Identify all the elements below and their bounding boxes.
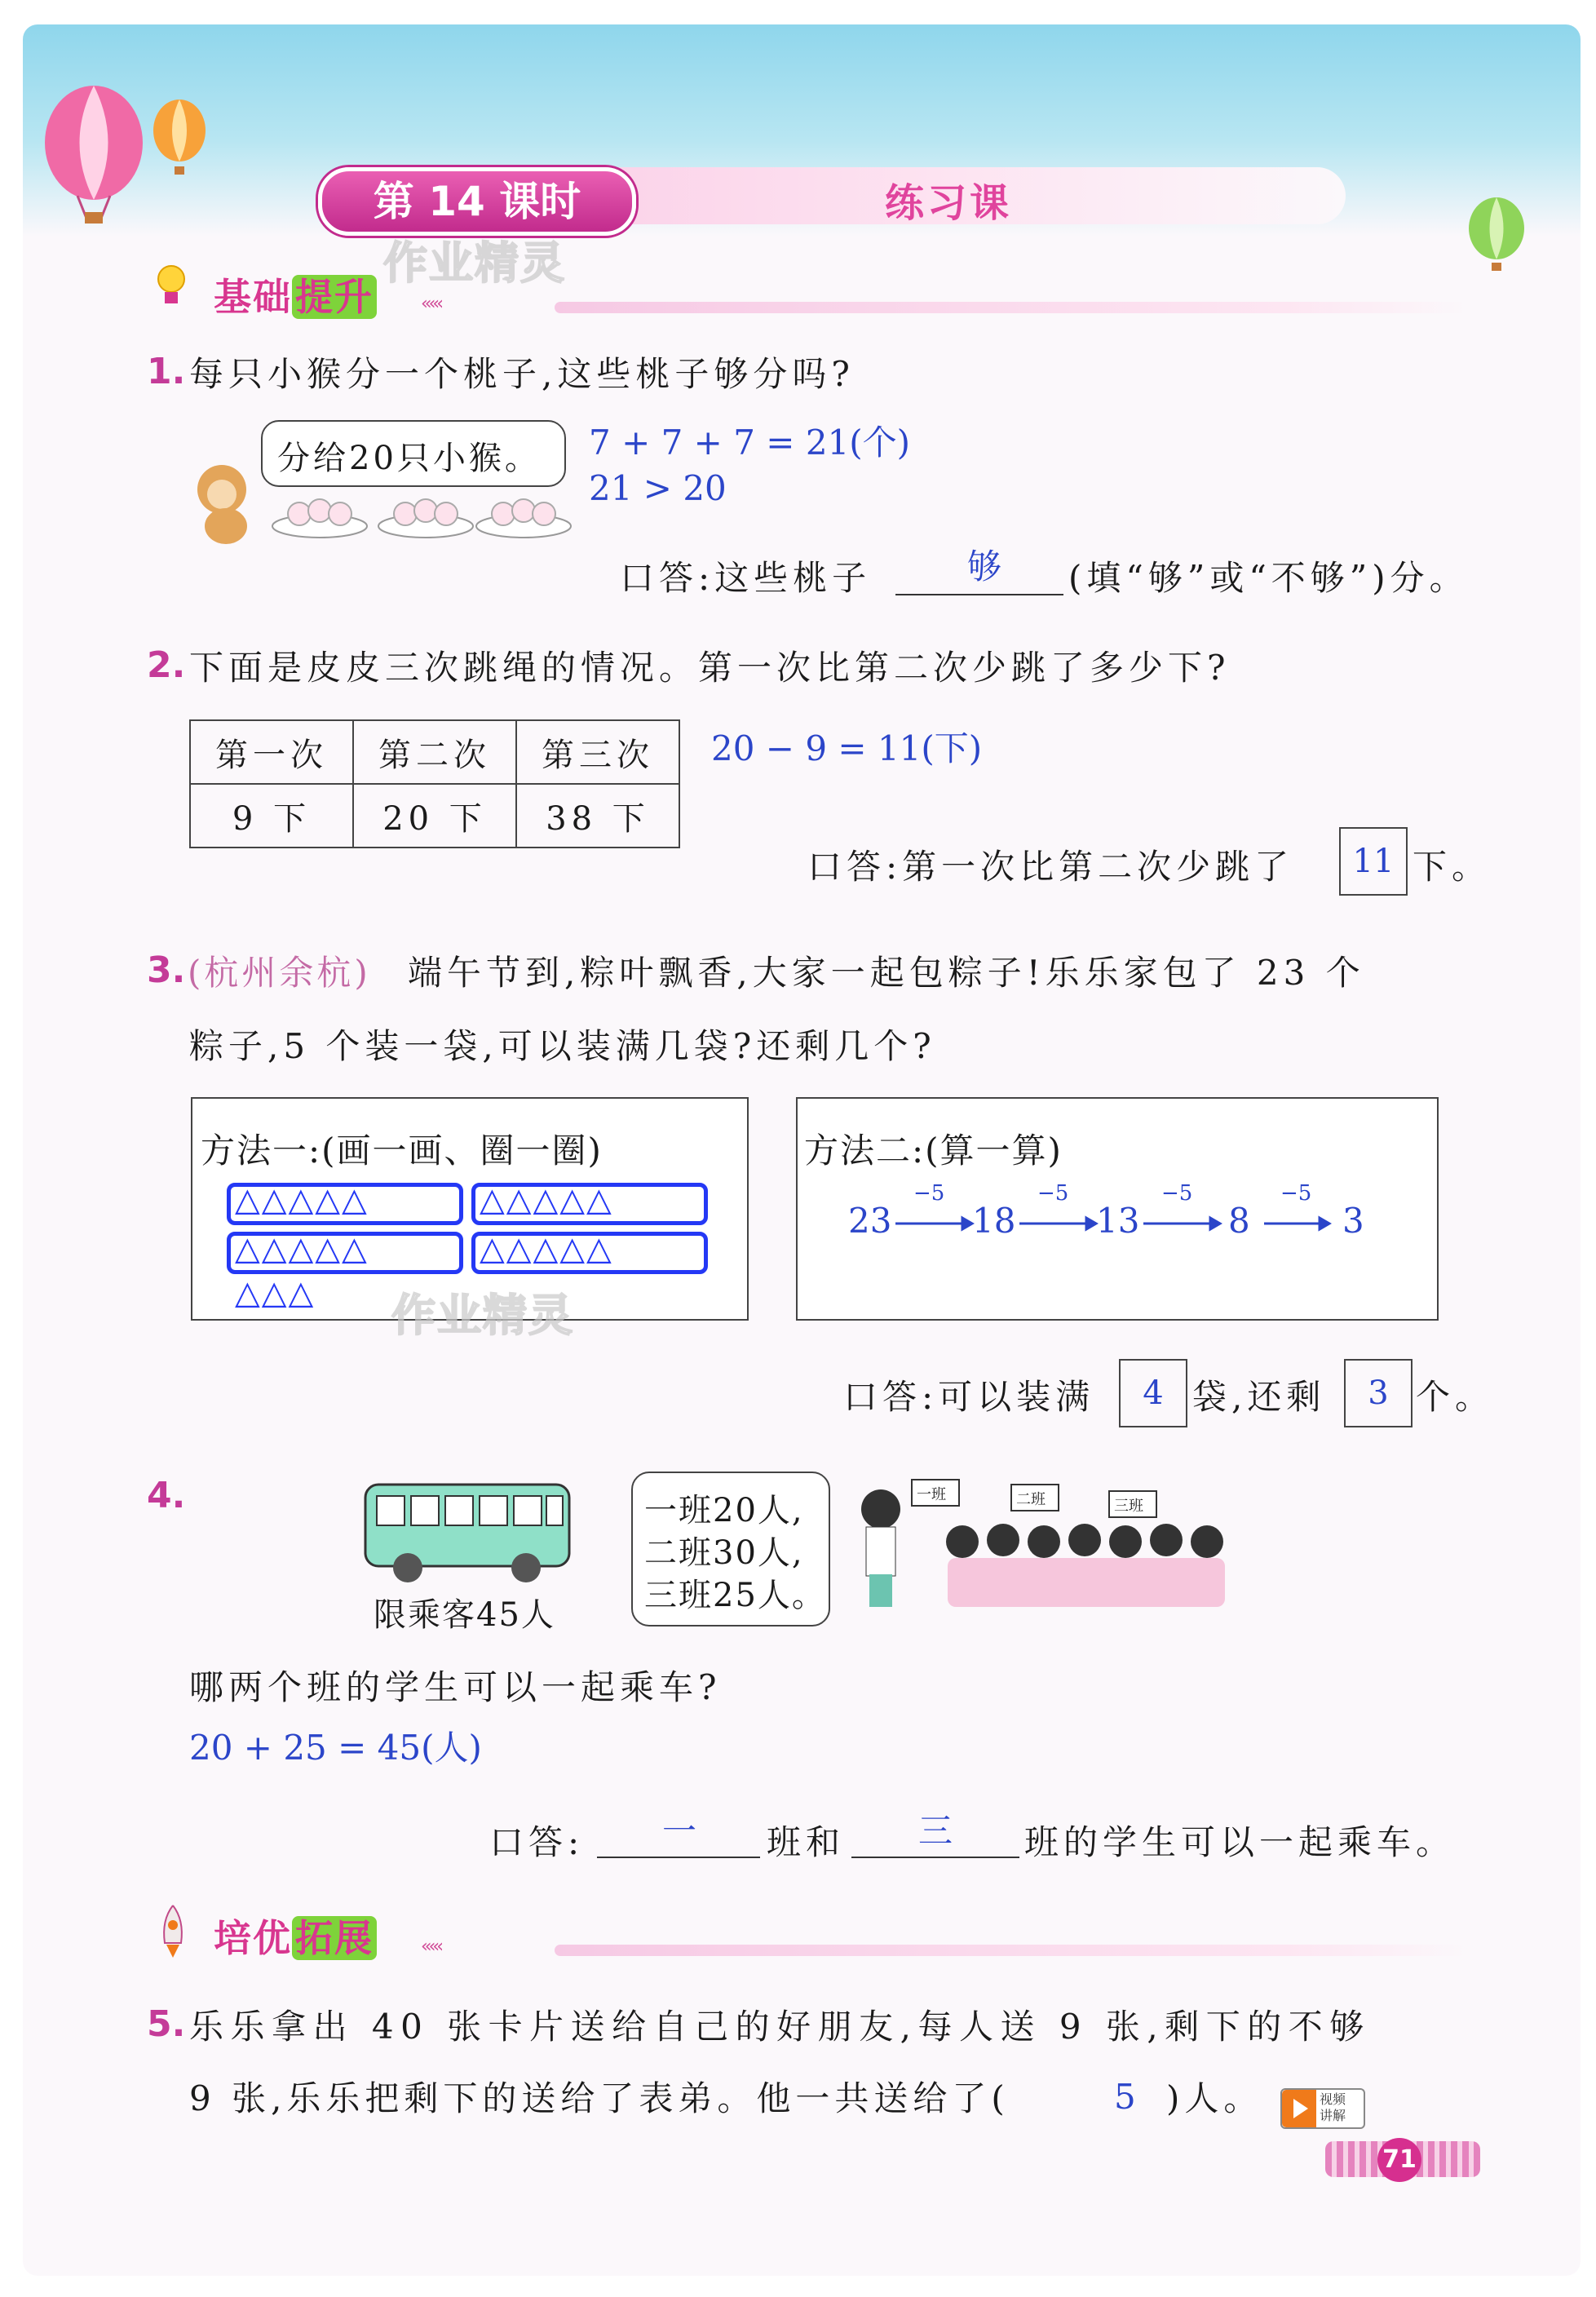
q3-triangles: △△△△△ — [480, 1181, 613, 1219]
page-number: 71 — [1377, 2138, 1421, 2182]
table-cell: 38 下 — [516, 784, 679, 848]
q3-step-arrows — [895, 1215, 1352, 1232]
q4-work: 20 + 25 = 45(人) — [189, 1728, 482, 1768]
q1-answer-prefix: 口答:这些桃子 — [620, 558, 872, 598]
q3-triangles: △△△△△ — [480, 1230, 613, 1268]
q3-answer-prefix: 口答:可以装满 — [843, 1377, 1095, 1417]
q4-speech-line: 二班30人, — [644, 1534, 804, 1572]
q3-triangles: △△△△△ — [235, 1230, 369, 1268]
bus-illustration — [359, 1476, 579, 1591]
q2-answer-prefix: 口答:第一次比第二次少跳了 — [807, 847, 1294, 887]
q3-method1-label: 方法一:(画一画、圈一圈) — [201, 1131, 603, 1171]
q3-step: 8 — [1228, 1201, 1250, 1241]
q1-answer: 够 — [967, 547, 1002, 586]
section-advanced-part2: 拓展 — [292, 1916, 377, 1960]
q1-answer-blank[interactable] — [895, 594, 1063, 595]
q4-bus-caption: 限乘客45人 — [374, 1596, 555, 1634]
q4-speech-line: 一班20人, — [644, 1492, 804, 1529]
q3-step-label: −5 — [1037, 1181, 1069, 1206]
q3-method2-label: 方法二:(算一算) — [804, 1131, 1063, 1171]
section-line — [555, 1945, 1468, 1956]
q3-region: (杭州余杭) — [188, 953, 371, 993]
table-cell: 20 下 — [353, 784, 516, 848]
q2-work: 20 − 9 = 11(下) — [711, 728, 983, 768]
q4-answer-prefix: 口答: — [489, 1822, 585, 1862]
q3-step: 3 — [1342, 1201, 1364, 1241]
q1-number: 1. — [147, 351, 186, 392]
video-label-1: 视频 — [1320, 2091, 1346, 2107]
q4-answer2-blank[interactable] — [851, 1857, 1019, 1858]
class-sign: 三班 — [1114, 1498, 1143, 1515]
section-arrows: ‹‹‹‹‹ — [421, 1936, 440, 1957]
balloon-green — [1460, 196, 1533, 277]
monkey-peaches-illustration — [181, 457, 573, 547]
table-header-cell: 第一次 — [190, 720, 353, 784]
q5-number: 5. — [147, 2003, 186, 2045]
q1-answer-suffix: (填“够”或“不够”)分。 — [1068, 558, 1469, 598]
q1-work-line2: 21 > 20 — [589, 468, 727, 508]
q4-speech-line: 三班25人。 — [644, 1577, 826, 1614]
q3-triangles: △△△△△ — [235, 1181, 369, 1219]
lesson-badge: 第 14 课时 — [318, 167, 636, 236]
q3-step: 18 — [972, 1201, 1016, 1241]
q1-work-line1: 7 + 7 + 7 = 21(个) — [589, 423, 911, 462]
q2-answer-suffix: 下。 — [1413, 847, 1492, 887]
q5-text-line2b: )人。 — [1166, 2078, 1263, 2118]
q2-answer-box[interactable]: 11 — [1339, 827, 1408, 896]
play-icon — [1282, 2090, 1316, 2127]
class-sign: 一班 — [917, 1486, 946, 1503]
watermark-top: 作业精灵 — [383, 237, 566, 289]
table-cell: 9 下 — [190, 784, 353, 848]
q4-number: 4. — [147, 1475, 186, 1516]
q3-text-line2: 粽子,5 个装一袋,可以装满几袋?还剩几个? — [189, 1026, 936, 1066]
video-label-2: 讲解 — [1320, 2108, 1346, 2123]
q4-answer-mid: 班和 — [767, 1822, 846, 1862]
q1-text: 每只小猴分一个桃子,这些桃子够分吗? — [189, 354, 855, 394]
q2-jump-table — [189, 719, 680, 848]
video-label — [1320, 2091, 1346, 2124]
q4-text: 哪两个班的学生可以一起乘车? — [189, 1667, 722, 1707]
q2-number: 2. — [147, 644, 186, 686]
class-sign: 二班 — [1016, 1491, 1046, 1508]
q3-triangles-remaining: △△△ — [235, 1274, 316, 1312]
section-advanced-title — [214, 1909, 377, 1963]
q3-text-line1: 端午节到,粽叶飘香,大家一起包粽子!乐乐家包了 23 个 — [408, 953, 1365, 993]
q1-speech: 分给20只小猴。 — [277, 440, 541, 477]
section-advanced-part1: 培优 — [214, 1916, 292, 1960]
q3-step: 13 — [1096, 1201, 1140, 1241]
video-explain-button[interactable] — [1280, 2088, 1365, 2129]
section-basic-title — [214, 268, 377, 321]
q3-answer-suffix: 个。 — [1416, 1377, 1495, 1417]
q3-answer-bags-box[interactable]: 4 — [1119, 1359, 1187, 1427]
table-header-cell: 第二次 — [353, 720, 516, 784]
q3-answer-mid: 袋,还剩 — [1192, 1377, 1326, 1417]
q5-text-line2a: 9 张,乐乐把剩下的送给了表弟。他一共送给了( — [189, 2078, 1010, 2118]
lesson-title: 练习课 — [885, 180, 1013, 226]
table-header-cell: 第三次 — [516, 720, 679, 784]
q5-text-line1: 乐乐拿出 40 张卡片送给自己的好朋友,每人送 9 张,剩下的不够 — [189, 2007, 1371, 2047]
page-number-strip — [1325, 2141, 1480, 2177]
rocket-icon — [157, 1904, 189, 1961]
watermark-middle: 作业精灵 — [391, 1290, 574, 1341]
q4-answer1-blank[interactable] — [597, 1857, 760, 1858]
lightbulb-icon — [155, 263, 188, 312]
q3-number: 3. — [147, 949, 186, 991]
table-header-row — [190, 720, 679, 784]
balloon-illustration — [33, 82, 212, 228]
students-illustration — [848, 1476, 1256, 1640]
q3-answer-left-box[interactable]: 3 — [1344, 1359, 1413, 1427]
section-arrows: ‹‹‹‹‹ — [421, 294, 440, 314]
q4-answer2: 三 — [918, 1811, 953, 1851]
table-row — [190, 784, 679, 848]
q3-step-label: −5 — [1161, 1181, 1193, 1206]
q3-step-label: −5 — [913, 1181, 945, 1206]
q5-answer: 5 — [1114, 2077, 1136, 2117]
q4-answer1: 一 — [662, 1811, 697, 1851]
section-basic-part1: 基础 — [214, 275, 292, 319]
section-line — [555, 302, 1468, 313]
q3-step: 23 — [848, 1201, 892, 1241]
section-basic-part2: 提升 — [292, 275, 377, 319]
q3-step-label: −5 — [1280, 1181, 1312, 1206]
q2-text: 下面是皮皮三次跳绳的情况。第一次比第二次少跳了多少下? — [189, 648, 1231, 688]
q4-answer-suffix: 班的学生可以一起乘车。 — [1024, 1822, 1456, 1862]
